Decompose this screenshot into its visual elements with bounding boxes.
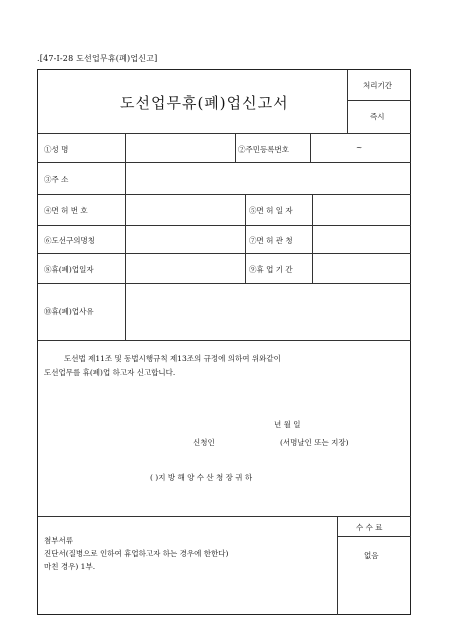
label-closure-reason: ⑩휴(폐)업사유 (44, 307, 94, 316)
divider (347, 100, 411, 101)
report-form (37, 69, 411, 615)
recipient-line: ( )지 방 해 양 수 산 청 장 귀 하 (150, 473, 253, 482)
label-license-authority: ⑦면 허 관 청 (249, 236, 293, 245)
processing-period-label: 처리기간 (363, 81, 392, 90)
label-address: ③주 소 (44, 175, 69, 184)
divider (38, 162, 411, 163)
divider (235, 133, 236, 162)
statement-line-2: 도선업무를 휴(폐)업 하고자 신고합니다. (44, 368, 176, 377)
label-name: ①성 명 (44, 145, 69, 154)
divider (347, 70, 348, 133)
label-license-date: ⑤면 허 일 자 (249, 206, 293, 215)
form-code: .[47-I-28 도선업무휴(폐)업신고] (37, 54, 158, 63)
label-license-no: ④면 허 번 호 (44, 206, 88, 215)
attachments-line-2: 마친 경우) 1부. (44, 562, 96, 571)
label-closure-date: ⑧휴(폐)업일자 (44, 265, 94, 274)
processing-period-value: 즉시 (370, 112, 385, 121)
divider (337, 516, 338, 615)
attachments-line-1: 진단서(질병으로 인하여 휴업하고자 하는 경우에 한한다) (44, 549, 229, 558)
divider (310, 133, 311, 162)
divider (312, 194, 313, 283)
resident-no-value: ~ (356, 143, 363, 152)
divider (38, 253, 411, 254)
divider (38, 225, 411, 226)
divider (38, 133, 411, 134)
signature-note: (서명날인 또는 지장) (280, 438, 349, 447)
attachments-title: 첨부서류 (44, 536, 73, 545)
divider (38, 340, 411, 341)
divider (38, 194, 411, 195)
label-pilot-area: ⑥도선구의명칭 (44, 236, 95, 245)
label-resident-no: ②주민등록번호 (238, 145, 289, 154)
divider (337, 536, 411, 537)
divider (38, 283, 411, 284)
divider (245, 194, 246, 283)
divider (125, 133, 126, 340)
applicant-label: 신청인 (193, 438, 215, 447)
fee-value: 없음 (364, 551, 379, 560)
fee-label: 수 수 료 (356, 523, 383, 532)
statement-line-1: 도선법 제11조 및 동법시행규칙 제13조의 규정에 의하여 위와같이 (64, 354, 281, 363)
date-line: 년 월 일 (274, 420, 301, 429)
divider (38, 516, 411, 517)
form-title: 도선업무휴(폐)업신고서 (120, 94, 289, 112)
label-closure-period: ⑨휴 업 기 간 (249, 265, 293, 274)
